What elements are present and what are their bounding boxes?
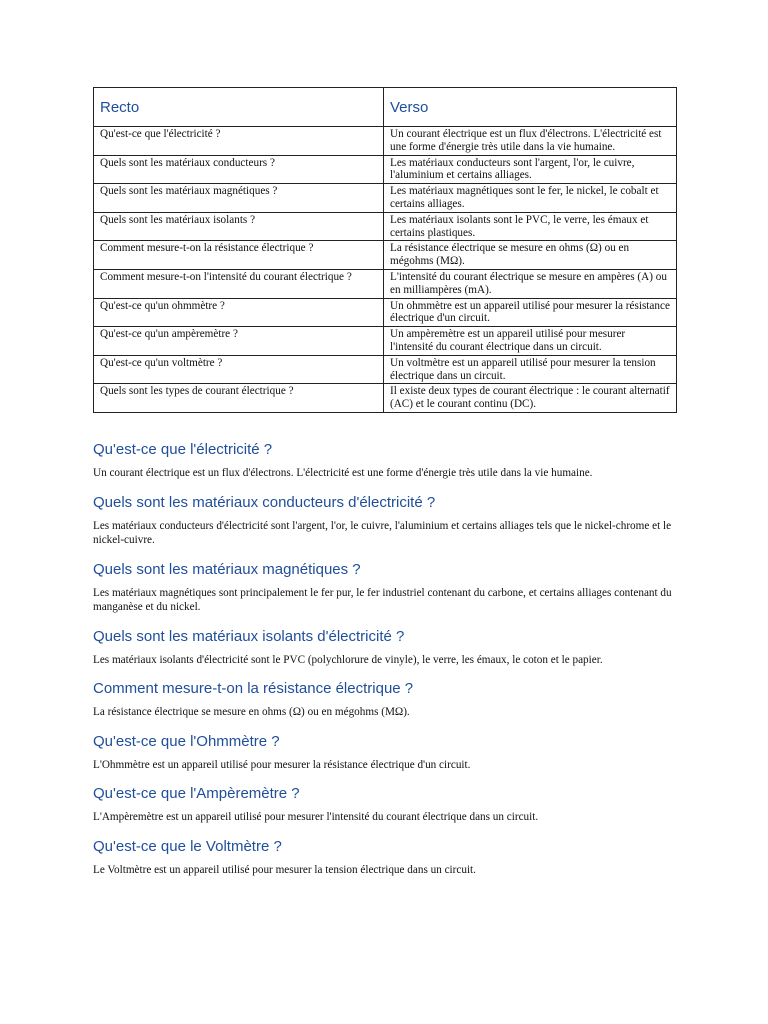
section-conducteurs [93,493,676,548]
verso-cell: La résistance électrique se mesure en ohms (Ω) ou en mégohms (MΩ). [384,241,677,270]
verso-cell: Un ampèremètre est un appareil utilisé pour mesurer l'intensité du courant électrique dans un circuit. [384,327,677,356]
section-body: Un courant électrique est un flux d'électrons. L'électricité est une forme d'énergie très utile dans la vie humaine. [93,467,593,479]
recto-cell: Quels sont les matériaux isolants ? [94,212,384,241]
table-row [94,269,677,298]
section-heading: Qu'est-ce que l'Ampèremètre ? [93,785,300,802]
section-heading: Comment mesure-t-on la résistance électrique ? [93,680,414,697]
flashcard-table [93,87,677,413]
section-body: Les matériaux conducteurs d'électricité sont l'argent, l'or, le cuivre, l'aluminium et certains alliages tels que le nickel-chrome et le nickel-cuivre. [93,519,672,546]
section-heading: Qu'est-ce que l'Ohmmètre ? [93,732,280,750]
table-row [94,155,677,184]
header-recto: Recto [94,88,384,127]
table-row [94,212,677,241]
recto-cell: Qu'est-ce qu'un ampèremètre ? [94,327,384,356]
section-electricite [93,440,676,481]
table-row [94,241,677,270]
section-heading: Quels sont les matériaux conducteurs d'électricité ? [93,493,436,511]
section-body: Les matériaux magnétiques sont principalement le fer pur, le fer industriel contenant du carbone, et certains alliages contenant du manganèse et du nickel. [93,586,672,613]
table-row [94,298,677,327]
verso-cell: Les matériaux isolants sont le PVC, le verre, les émaux et certains plastiques. [384,212,677,241]
verso-cell: Un courant électrique est un flux d'électrons. L'électricité est une forme d'énergie très utile dans la vie humaine. [384,127,677,156]
recto-cell: Qu'est-ce qu'un ohmmètre ? [94,298,384,327]
verso-cell: Un voltmètre est un appareil utilisé pour mesurer la tension électrique dans un circuit. [384,355,677,384]
section-resistance [93,679,676,720]
qa-sections [93,440,676,889]
recto-cell: Quels sont les types de courant électrique ? [94,384,384,413]
recto-cell: Comment mesure-t-on l'intensité du courant électrique ? [94,269,384,298]
table-row [94,127,677,156]
table-row [94,184,677,213]
verso-cell: Un ohmmètre est un appareil utilisé pour mesurer la résistance électrique d'un circuit. [384,298,677,327]
section-voltmetre [93,837,676,878]
verso-cell: Les matériaux conducteurs sont l'argent, l'or, le cuivre, l'aluminium et certains alliages. [384,155,677,184]
section-heading: Qu'est-ce que l'électricité ? [93,441,273,458]
section-body: Le Voltmètre est un appareil utilisé pour mesurer la tension électrique dans un circuit. [93,863,476,876]
section-heading: Quels sont les matériaux magnétiques ? [93,560,361,578]
section-body: L'Ampèremètre est un appareil utilisé pour mesurer l'intensité du courant électrique dans un circuit. [93,811,539,823]
section-amperemetre [93,784,676,825]
recto-cell: Comment mesure-t-on la résistance électrique ? [94,241,384,270]
section-heading: Quels sont les matériaux isolants d'électricité ? [93,627,405,645]
section-magnetiques [93,560,676,615]
section-body: Les matériaux isolants d'électricité sont le PVC (polychlorure de vinyle), le verre, les émaux, le coton et le papier. [93,653,603,666]
table-row [94,327,677,356]
verso-cell: L'intensité du courant électrique se mesure en ampères (A) ou en milliampères (mA). [384,269,677,298]
recto-cell: Qu'est-ce que l'électricité ? [94,127,384,156]
table-row [94,384,677,413]
section-heading: Qu'est-ce que le Voltmètre ? [93,837,282,855]
section-body: La résistance électrique se mesure en ohms (Ω) ou en mégohms (MΩ). [93,706,410,718]
recto-cell: Quels sont les matériaux conducteurs ? [94,155,384,184]
header-verso: Verso [384,88,677,127]
section-body: L'Ohmmètre est un appareil utilisé pour mesurer la résistance électrique d'un circuit. [93,758,471,771]
section-isolants [93,627,676,668]
section-ohmmetre [93,732,676,773]
table-header-row [94,88,677,127]
recto-cell: Qu'est-ce qu'un voltmètre ? [94,355,384,384]
table-row [94,355,677,384]
verso-cell: Il existe deux types de courant électrique : le courant alternatif (AC) et le courant continu (DC). [384,384,677,413]
recto-cell: Quels sont les matériaux magnétiques ? [94,184,384,213]
verso-cell: Les matériaux magnétiques sont le fer, le nickel, le cobalt et certains alliages. [384,184,677,213]
